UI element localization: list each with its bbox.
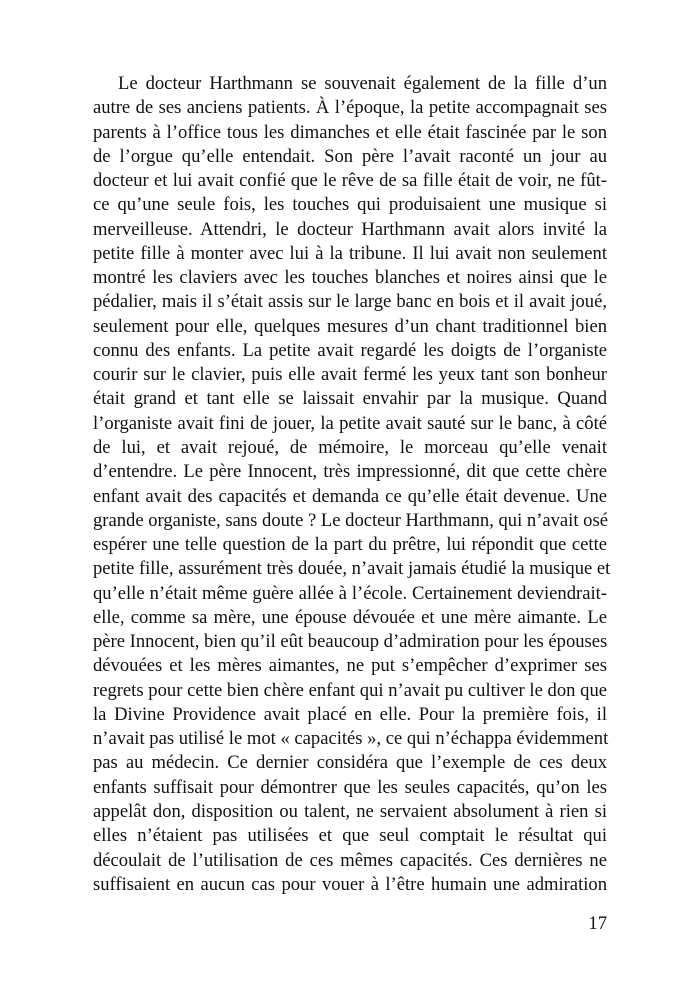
text-line: de l’orgue qu’elle entendait. Son père l’avait raconté un jour au — [93, 145, 607, 167]
text-line: montré les claviers avec les touches blanches et noires ainsi que le — [93, 267, 607, 289]
text-line: qu’elle n’était même guère allée à l’école. Certainement deviendrait- — [93, 582, 607, 604]
text-line: parents à l’office tous les dimanches et elle était fascinée par le son — [93, 121, 607, 143]
text-line: pédalier, mais il s’était assis sur le large banc en bois et il avait joué, — [93, 291, 607, 313]
text-line: docteur et lui avait confié que le rêve de sa fille était de voir, ne fût- — [93, 170, 607, 192]
text-line: merveilleuse. Attendri, le docteur Harthmann avait alors invité la — [93, 218, 607, 240]
text-line: de lui, et avait rejoué, de mémoire, le morceau qu’elle venait — [93, 436, 607, 458]
text-line: suffisaient en aucun cas pour vouer à l’être humain une admiration — [93, 873, 607, 895]
text-line: n’avait pas utilisé le mot « capacités », ce qui n’échappa évidemment — [93, 728, 609, 750]
text-line: petite fille, assurément très douée, n’avait jamais étudié la musique et — [93, 558, 611, 580]
text-line: Le docteur Harthmann se souvenait également de la fille d’un — [118, 73, 607, 94]
text-line: elle, comme sa mère, une épouse dévouée et une mère aimante. Le — [93, 606, 607, 628]
text-line: père Innocent, bien qu’il eût beaucoup d’admiration pour les épouses — [93, 631, 608, 653]
text-line: était grand et tant elle se laissait envahir par la musique. Quand — [93, 388, 607, 410]
text-line: enfant avait des capacités et demanda ce qu’elle était devenue. Une — [93, 485, 607, 507]
text-line: connu des enfants. La petite avait regardé les doigts de l’organiste — [93, 339, 607, 361]
text-line: pas au médecin. Ce dernier considéra que l’exemple de ces deux — [93, 752, 607, 774]
text-line: regrets pour cette bien chère enfant qui n’avait pu cultiver le don que — [93, 679, 607, 701]
body-paragraph — [93, 72, 611, 897]
text-line: l’organiste avait fini de jouer, la petite avait sauté sur le banc, à côté — [93, 412, 607, 434]
text-line: courir sur le clavier, puis elle avait fermé les yeux tant son bonheur — [93, 364, 607, 386]
text-line: autre de ses anciens patients. À l’époque, la petite accompagnait ses — [93, 97, 607, 119]
text-line: petite fille à monter avec lui à la tribune. Il lui avait non seulement — [93, 242, 607, 264]
text-line: enfants suffisait pour démontrer que les seules capacités, qu’on les — [93, 776, 607, 798]
text-line: la Divine Providence avait placé en elle. Pour la première fois, il — [93, 703, 607, 725]
text-line: d’entendre. Le père Innocent, très impressionné, dit que cette chère — [93, 461, 607, 483]
text-line: dévouées et les mères aimantes, ne put s’empêcher d’exprimer ses — [93, 655, 607, 677]
text-line: elles n’étaient pas utilisées et que seul comptait le résultat qui — [93, 825, 607, 847]
text-line: ce qu’une seule fois, les touches qui produisaient une musique si — [93, 194, 607, 216]
text-line: grande organiste, sans doute ? Le docteur Harthmann, qui n’avait osé — [93, 509, 608, 531]
text-line: découlait de l’utilisation de ces mêmes capacités. Ces dernières ne — [93, 849, 607, 871]
text-line: appelât don, disposition ou talent, ne servaient absolument à rien si — [93, 800, 607, 822]
text-line: espérer une telle question de la part du prêtre, lui répondit que cette — [93, 534, 607, 556]
page-number: 17 — [588, 913, 607, 934]
text-line: seulement pour elle, quelques mesures d’un chant traditionnel bien — [93, 315, 607, 337]
